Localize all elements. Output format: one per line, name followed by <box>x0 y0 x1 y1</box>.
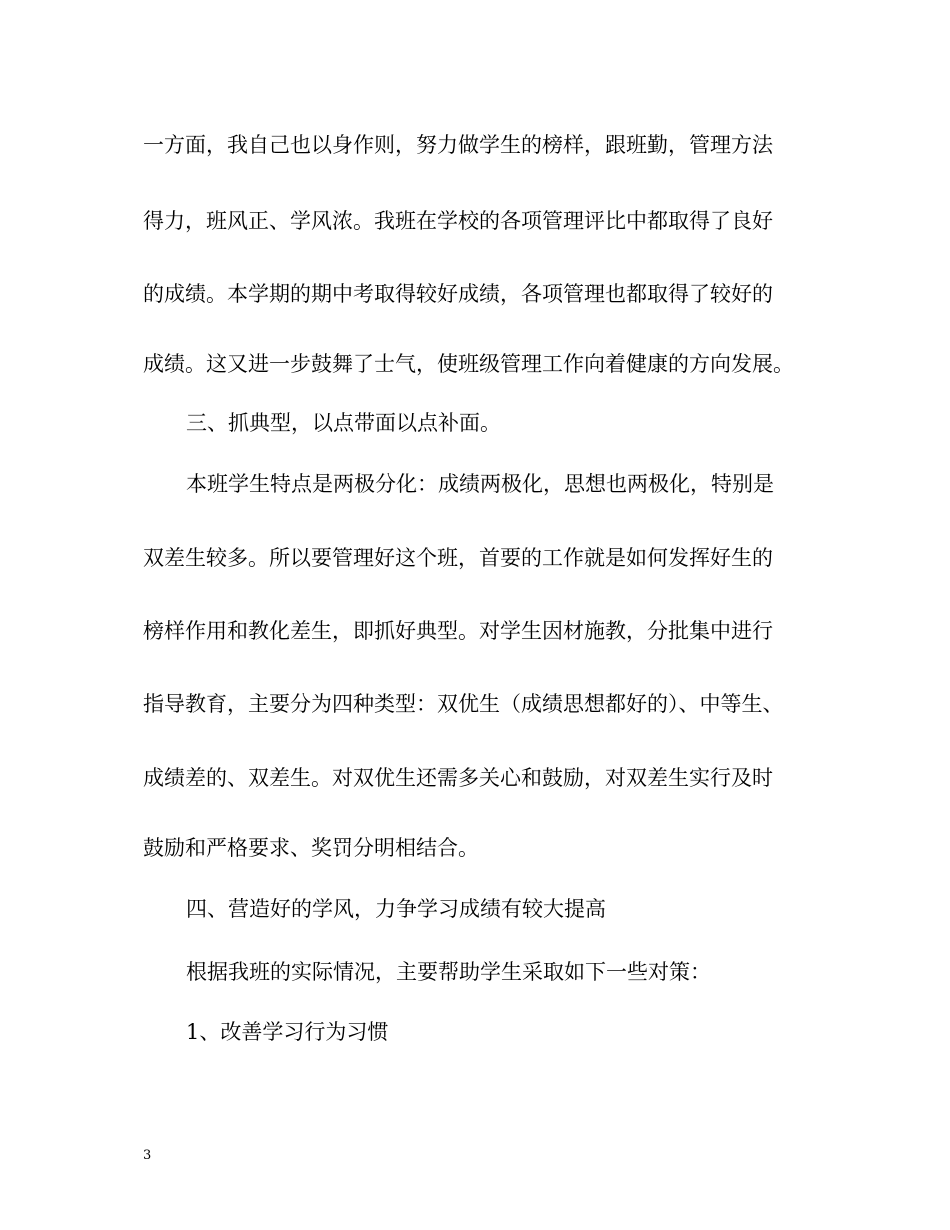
paragraph-line: 榜样作用和教化差生，即抓好典型。对学生因材施教，分批集中进行 <box>143 619 773 643</box>
paragraph-line: 成绩差的、双差生。对双优生还需多关心和鼓励，对双差生实行及时 <box>143 766 773 790</box>
page-number: 3 <box>143 1148 152 1163</box>
paragraph-line: 的成绩。本学期的期中考取得较好成绩，各项管理也都取得了较好的 <box>143 282 773 306</box>
paragraph-line: 根据我班的实际情况，主要帮助学生采取如下一些对策： <box>186 960 711 984</box>
section-heading: 三、抓典型，以点带面以点补面。 <box>186 411 501 435</box>
paragraph-line: 鼓励和严格要求、奖罚分明相结合。 <box>143 836 479 860</box>
paragraph-line: 一方面，我自己也以身作则，努力做学生的榜样，跟班勤，管理方法 <box>143 133 773 157</box>
list-item-heading: 1、改善学习行为习惯 <box>186 1020 389 1044</box>
section-heading: 四、营造好的学风，力争学习成绩有较大提高 <box>186 897 606 921</box>
paragraph-line: 得力，班风正、学风浓。我班在学校的各项管理评比中都取得了良好 <box>143 209 773 233</box>
paragraph-line: 双差生较多。所以要管理好这个班，首要的工作就是如何发挥好生的 <box>143 546 773 570</box>
paragraph-line: 成绩。这又进一步鼓舞了士气，使班级管理工作向着健康的方向发展。 <box>143 352 794 376</box>
paragraph-line: 指导教育，主要分为四种类型：双优生（成绩思想都好的）、中等生、 <box>143 692 784 716</box>
paragraph-line: 本班学生特点是两极分化：成绩两极化，思想也两极化，特别是 <box>186 472 774 496</box>
